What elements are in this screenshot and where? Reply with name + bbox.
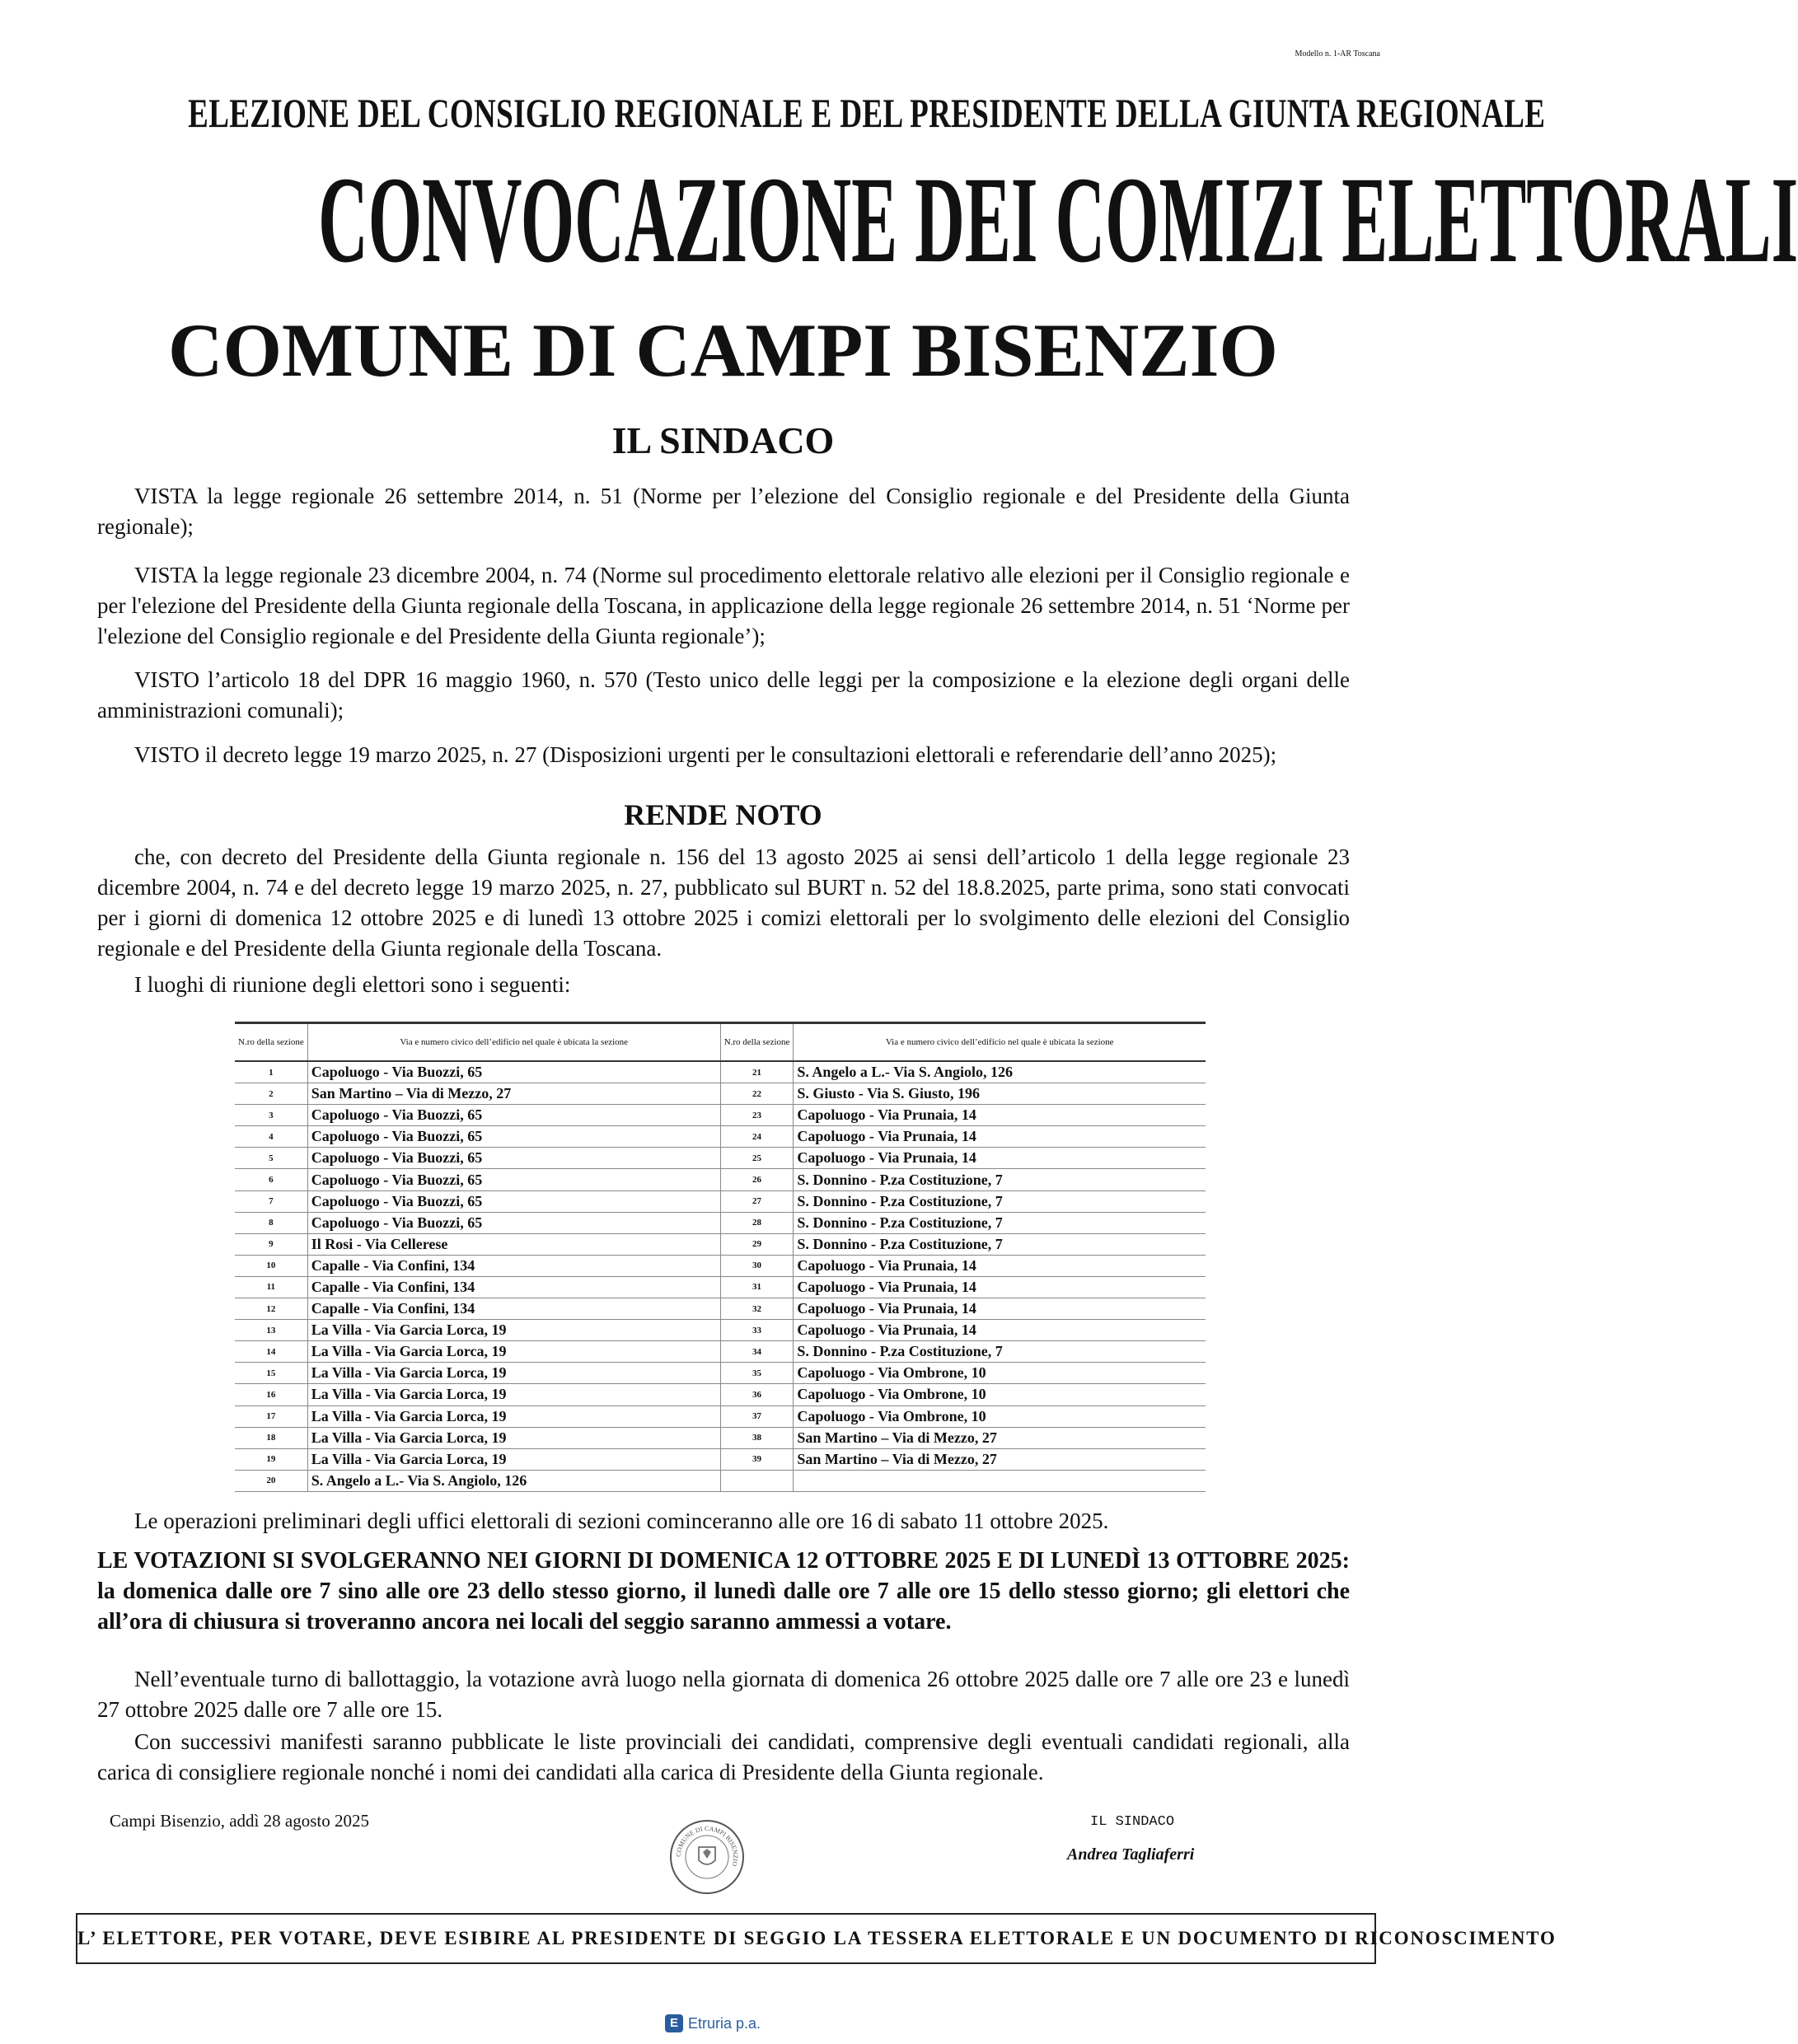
section-address: San Martino – Via di Mezzo, 27: [794, 1448, 1206, 1470]
mayor-heading: IL SINDACO: [611, 419, 835, 461]
section-address: Capoluogo - Via Prunaia, 14: [794, 1320, 1206, 1341]
section-number: 36: [720, 1384, 794, 1406]
section-number: 23: [720, 1105, 794, 1126]
table-row: [235, 1320, 1206, 1341]
section-address: S. Donnino - P.za Costituzione, 7: [794, 1190, 1206, 1212]
section-number: 20: [235, 1470, 307, 1491]
section-number: 38: [720, 1427, 794, 1448]
section-address: Capoluogo - Via Buozzi, 65: [307, 1061, 720, 1083]
municipality-title: COMUNE DI CAMPI BISENZIO: [168, 308, 1278, 392]
manifesti-paragraph: Con successivi manifesti saranno pubblicate le liste provinciali dei candidati, comprensive degli eventuali candidati regionali, alla carica di consigliere regionale nonché i nomi dei candidati alla carica di Presidente della Giunta regionale.: [97, 1729, 1350, 1784]
premessa-3: VISTO l’articolo 18 del DPR 16 maggio 1960, n. 570 (Testo unico delle leggi per la composizione e la elezione degli organi delle amministrazioni comunali);: [97, 667, 1350, 723]
table-header-row: [235, 1023, 1206, 1062]
section-address: Capoluogo - Via Prunaia, 14: [794, 1126, 1206, 1148]
section-number: 28: [720, 1212, 794, 1233]
section-address: S. Angelo a L.- Via S. Angiolo, 126: [794, 1061, 1206, 1083]
section-address: Capoluogo - Via Buozzi, 65: [307, 1126, 720, 1148]
section-address: Capoluogo - Via Buozzi, 65: [307, 1105, 720, 1126]
section-number: 18: [235, 1427, 307, 1448]
section-address: S. Angelo a L.- Via S. Angiolo, 126: [307, 1470, 720, 1491]
col-header-num: N.ro della sezione: [720, 1023, 794, 1062]
table-row: [235, 1276, 1206, 1298]
section-address: La Villa - Via Garcia Lorca, 19: [307, 1448, 720, 1470]
section-number: [720, 1470, 794, 1491]
section-number: 21: [720, 1061, 794, 1083]
etruria-logo-icon: E: [665, 2014, 683, 2032]
section-address: Capoluogo - Via Prunaia, 14: [794, 1298, 1206, 1320]
section-number: 33: [720, 1320, 794, 1341]
polling-stations-table: [235, 1022, 1206, 1492]
table-row: [235, 1341, 1206, 1363]
section-address: Capalle - Via Confini, 134: [307, 1255, 720, 1276]
section-number: 15: [235, 1363, 307, 1384]
section-address: Capalle - Via Confini, 134: [307, 1276, 720, 1298]
section-number: 39: [720, 1448, 794, 1470]
section-number: 12: [235, 1298, 307, 1320]
rende-noto-heading: RENDE NOTO: [624, 798, 822, 831]
section-number: 27: [720, 1190, 794, 1212]
table-row: [235, 1448, 1206, 1470]
table-row: [235, 1298, 1206, 1320]
section-address: La Villa - Via Garcia Lorca, 19: [307, 1384, 720, 1406]
printer-name: Etruria p.a.: [688, 2014, 761, 2032]
section-address: Capoluogo - Via Prunaia, 14: [794, 1148, 1206, 1169]
table-row: [235, 1255, 1206, 1276]
premessa-2: VISTA la legge regionale 23 dicembre 2004, n. 74 (Norme sul procedimento elettorale relativo alle elezioni per il Consiglio regionale e per l'elezione del Presidente della Giunta regionale della Toscana, in applicazione della legge regionale 26 settembre 2014, n. 51 ‘Norme per l'elezione del Consiglio regionale e del Presidente della Giunta regionale’);: [97, 563, 1350, 648]
section-number: 10: [235, 1255, 307, 1276]
place-date: Campi Bisenzio, addì 28 agosto 2025: [110, 1811, 369, 1831]
section-number: 6: [235, 1169, 307, 1190]
section-number: 9: [235, 1233, 307, 1255]
section-address: Capoluogo - Via Ombrone, 10: [794, 1384, 1206, 1406]
section-address: S. Donnino - P.za Costituzione, 7: [794, 1169, 1206, 1190]
table-row: [235, 1470, 1206, 1491]
section-address: Capoluogo - Via Ombrone, 10: [794, 1406, 1206, 1427]
section-address: La Villa - Via Garcia Lorca, 19: [307, 1427, 720, 1448]
section-address: S. Donnino - P.za Costituzione, 7: [794, 1233, 1206, 1255]
decreto-paragraph: che, con decreto del Presidente della Giunta regionale n. 156 del 13 agosto 2025 ai sensi dell’articolo 1 della legge regionale 23 dicembre 2004, n. 74 e del decreto legge 19 marzo 2025, n. 27, pubblicato sul BURT n. 52 del 18.8.2025, parte prima, sono stati convocati per i giorni di domenica 12 ottobre 2025 e di lunedì 13 ottobre 2025 i comizi elettorali per lo svolgimento delle elezioni del Consiglio regionale e del Presidente della Giunta regionale della Toscana.: [97, 844, 1350, 961]
section-address: Capoluogo - Via Buozzi, 65: [307, 1190, 720, 1212]
col-header-num: N.ro della sezione: [235, 1023, 307, 1062]
table-row: [235, 1233, 1206, 1255]
section-address: Capoluogo - Via Buozzi, 65: [307, 1212, 720, 1233]
section-address: La Villa - Via Garcia Lorca, 19: [307, 1320, 720, 1341]
section-address: La Villa - Via Garcia Lorca, 19: [307, 1406, 720, 1427]
table-row: [235, 1061, 1206, 1083]
section-address: Capoluogo - Via Prunaia, 14: [794, 1276, 1206, 1298]
section-address: S. Donnino - P.za Costituzione, 7: [794, 1341, 1206, 1363]
signature-label: IL SINDACO: [1090, 1814, 1175, 1830]
voter-notice: L’ ELETTORE, PER VOTARE, DEVE ESIBIRE AL PRESIDENTE DI SEGGIO LA TESSERA ELETTORALE E UN DOCUMENTO DI RICONOSCIMENTO: [76, 1913, 1376, 1964]
model-code: Modello n. 1-AR Toscana: [1295, 49, 1380, 58]
section-number: 34: [720, 1341, 794, 1363]
section-number: 11: [235, 1276, 307, 1298]
section-number: 35: [720, 1363, 794, 1384]
table-row: [235, 1363, 1206, 1384]
section-number: 16: [235, 1384, 307, 1406]
table-row: [235, 1190, 1206, 1212]
table-row: [235, 1126, 1206, 1148]
section-address: Capoluogo - Via Prunaia, 14: [794, 1105, 1206, 1126]
section-address: La Villa - Via Garcia Lorca, 19: [307, 1341, 720, 1363]
section-address: Capoluogo - Via Buozzi, 65: [307, 1169, 720, 1190]
table-row: [235, 1105, 1206, 1126]
table-row: [235, 1083, 1206, 1105]
section-number: 24: [720, 1126, 794, 1148]
section-number: 14: [235, 1341, 307, 1363]
section-address: La Villa - Via Garcia Lorca, 19: [307, 1363, 720, 1384]
section-number: 26: [720, 1169, 794, 1190]
section-address: Capoluogo - Via Buozzi, 65: [307, 1148, 720, 1169]
table-row: [235, 1406, 1206, 1427]
section-number: 13: [235, 1320, 307, 1341]
section-number: 2: [235, 1083, 307, 1105]
operazioni-paragraph: Le operazioni preliminari degli uffici elettorali di sezioni cominceranno alle ore 16 di sabato 11 ottobre 2025.: [134, 1508, 1109, 1533]
section-number: 4: [235, 1126, 307, 1148]
premessa-1: VISTA la legge regionale 26 settembre 2014, n. 51 (Norme per l’elezione del Consiglio regionale e del Presidente della Giunta regionale);: [97, 484, 1350, 539]
col-header-addr: Via e numero civico dell’edificio nel quale è ubicata la sezione: [307, 1023, 720, 1062]
section-number: 19: [235, 1448, 307, 1470]
section-number: 32: [720, 1298, 794, 1320]
table-row: [235, 1169, 1206, 1190]
section-number: 8: [235, 1212, 307, 1233]
section-number: 17: [235, 1406, 307, 1427]
section-address: Il Rosi - Via Cellerese: [307, 1233, 720, 1255]
section-address: Capalle - Via Confini, 134: [307, 1298, 720, 1320]
ballottaggio-paragraph: Nell’eventuale turno di ballottaggio, la votazione avrà luogo nella giornata di domenica 26 ottobre 2025 dalle ore 7 alle ore 23 e lunedì 27 ottobre 2025 dalle ore 7 alle ore 15.: [97, 1667, 1350, 1722]
mayor-name: Andrea Tagliaferri: [1067, 1845, 1195, 1864]
premessa-4: VISTO il decreto legge 19 marzo 2025, n. 27 (Disposizioni urgenti per le consultazioni elettorali e referendarie dell’anno 2025);: [134, 742, 1277, 767]
section-number: 30: [720, 1255, 794, 1276]
svg-text:COMUNE DI CAMPI BISENZIO: COMUNE DI CAMPI BISENZIO: [674, 1824, 740, 1868]
section-address: San Martino – Via di Mezzo, 27: [794, 1427, 1206, 1448]
section-number: 31: [720, 1276, 794, 1298]
section-number: 5: [235, 1148, 307, 1169]
convocation-title: CONVOCAZIONE DEI COMIZI ELETTORALI: [318, 152, 1798, 288]
section-number: 29: [720, 1233, 794, 1255]
section-number: 1: [235, 1061, 307, 1083]
section-number: 22: [720, 1083, 794, 1105]
section-number: 25: [720, 1148, 794, 1169]
luoghi-intro: I luoghi di riunione degli elettori sono i seguenti:: [134, 972, 571, 997]
section-number: 7: [235, 1190, 307, 1212]
election-title: ELEZIONE DEL CONSIGLIO REGIONALE E DEL PRESIDENTE DELLA GIUNTA REGIONALE: [188, 90, 1546, 136]
section-address: S. Donnino - P.za Costituzione, 7: [794, 1212, 1206, 1233]
section-address: Capoluogo - Via Prunaia, 14: [794, 1255, 1206, 1276]
table-row: [235, 1427, 1206, 1448]
section-address: Capoluogo - Via Ombrone, 10: [794, 1363, 1206, 1384]
section-number: 3: [235, 1105, 307, 1126]
votazioni-paragraph: LE VOTAZIONI SI SVOLGERANNO NEI GIORNI DI DOMENICA 12 OTTOBRE 2025 E DI LUNEDÌ 13 OTTOBRE 2025: la domenica dalle ore 7 sino alle ore 23 dello stesso giorno, il lunedì dalle ore 7 alle ore 15 dello stesso giorno; gli elettori che all’ora di chiusura si troveranno ancora nei locali del seggio saranno ammessi a votare.: [97, 1548, 1350, 1635]
table-row: [235, 1384, 1206, 1406]
section-address: S. Giusto - Via S. Giusto, 196: [794, 1083, 1206, 1105]
section-address: [794, 1470, 1206, 1491]
printer-brand: [665, 2014, 761, 2032]
section-address: San Martino – Via di Mezzo, 27: [307, 1083, 720, 1105]
municipal-seal-icon: [669, 1819, 745, 1895]
section-number: 37: [720, 1406, 794, 1427]
table-row: [235, 1148, 1206, 1169]
table-row: [235, 1212, 1206, 1233]
col-header-addr: Via e numero civico dell’edificio nel quale è ubicata la sezione: [794, 1023, 1206, 1062]
